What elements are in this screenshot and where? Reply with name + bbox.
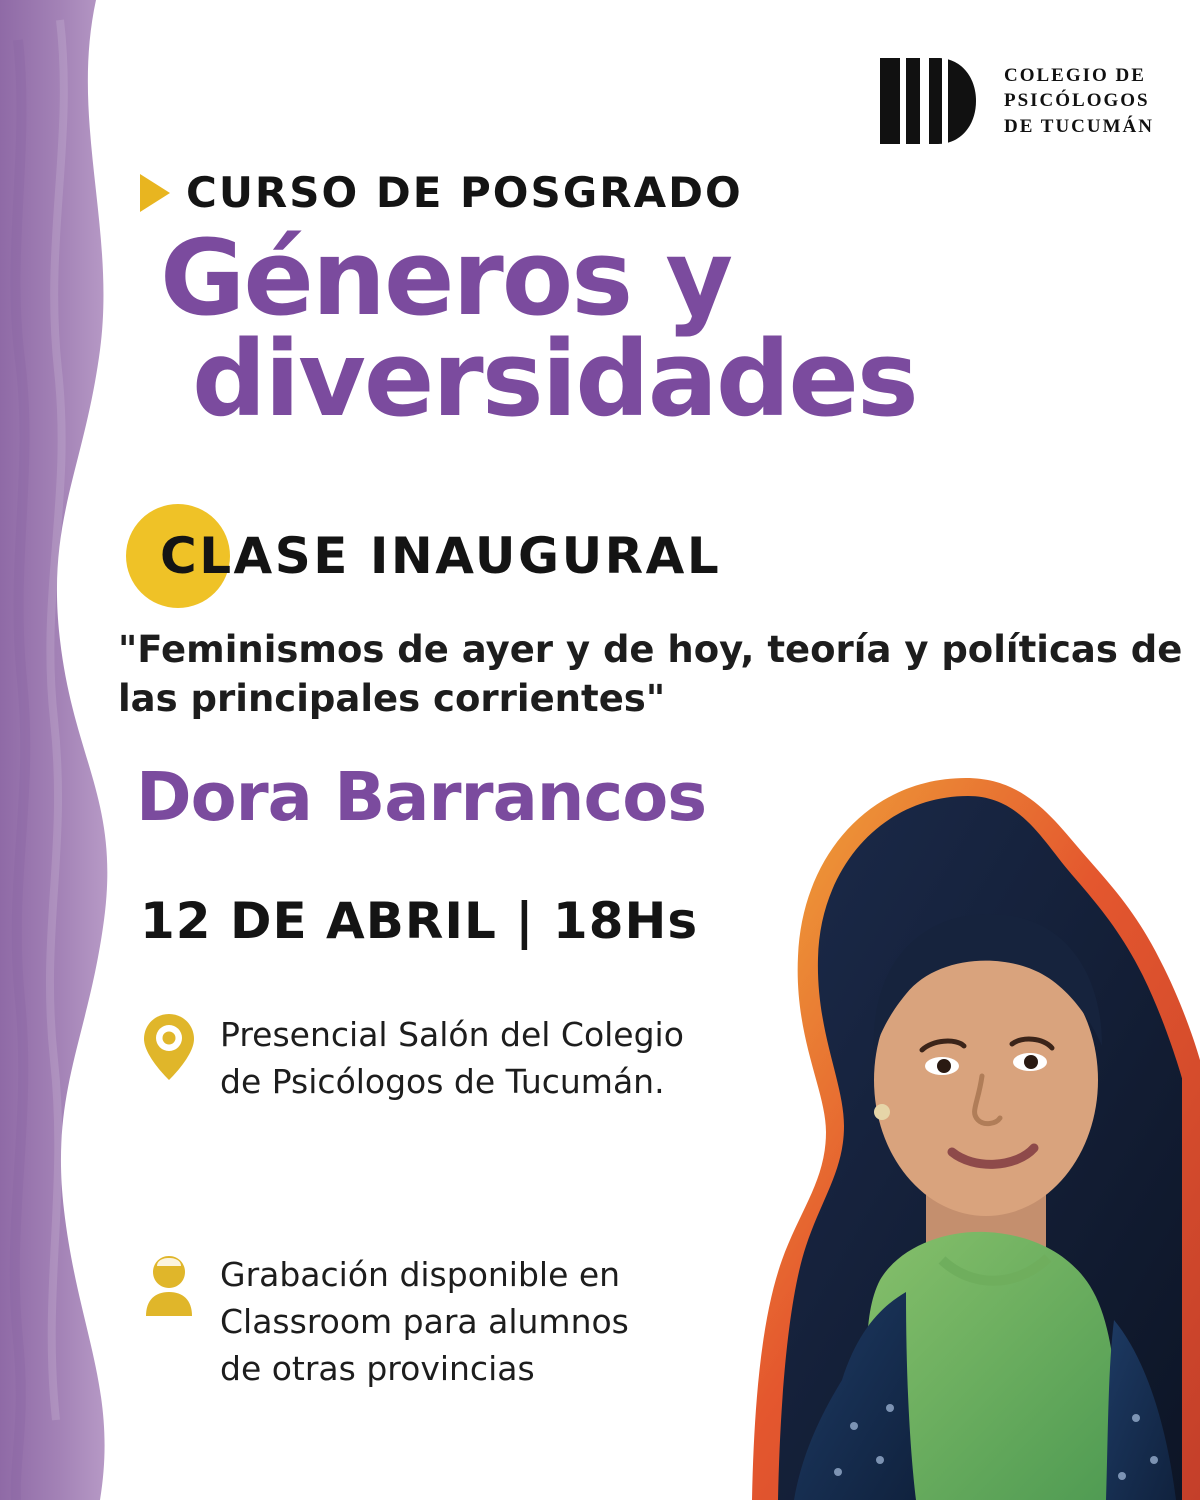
logo-wordmark bbox=[1004, 63, 1154, 138]
lecture-quote: "Feminismos de ayer y de hoy, teoría y políticas de las principales corrientes" bbox=[118, 628, 1183, 720]
logo-line-3: DE TUCUMÁN bbox=[1003, 115, 1154, 137]
speaker-name: Dora Barrancos bbox=[136, 758, 707, 836]
title-line-1: Géneros y bbox=[160, 217, 732, 339]
badge-clase-inaugural bbox=[126, 498, 721, 614]
page-title bbox=[160, 217, 1060, 440]
person-icon bbox=[140, 1252, 198, 1314]
left-decorative-band bbox=[0, 0, 130, 1500]
info-location bbox=[140, 1012, 700, 1106]
info-recording-text: Grabación disponible en Classroom para alumnos de otras provincias bbox=[220, 1255, 629, 1388]
title-line-2: diversidades bbox=[192, 317, 917, 440]
kicker-row bbox=[140, 168, 743, 217]
colegio-logo-mark-icon bbox=[880, 58, 984, 144]
organization-logo bbox=[880, 58, 1154, 144]
info-recording bbox=[140, 1252, 680, 1393]
logo-line-1: COLEGIO DE bbox=[1003, 65, 1146, 87]
info-location-text: Presencial Salón del Colegio de Psicólogos de Tucumán. bbox=[220, 1015, 684, 1101]
badge-label: CLASE INAUGURAL bbox=[160, 527, 722, 585]
location-pin-icon bbox=[140, 1012, 198, 1074]
logo-line-2: PSICÓLOGOS bbox=[1003, 90, 1150, 112]
speaker-portrait bbox=[730, 760, 1200, 1500]
play-triangle-icon bbox=[140, 174, 170, 212]
kicker-label: CURSO DE POSGRADO bbox=[186, 168, 743, 217]
event-date: 12 DE ABRIL | 18Hs bbox=[140, 892, 699, 950]
